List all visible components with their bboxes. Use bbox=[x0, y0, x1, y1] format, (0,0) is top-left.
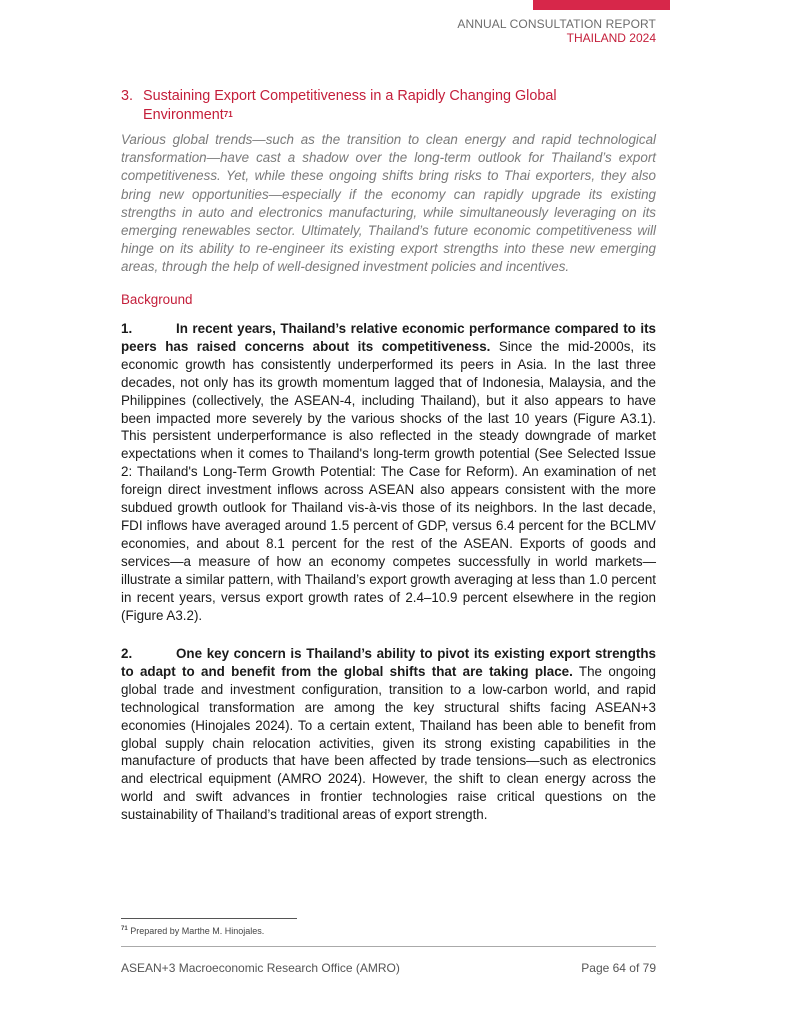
report-title: ANNUAL CONSULTATION REPORT bbox=[457, 17, 656, 31]
header-accent-bar bbox=[533, 0, 670, 10]
footnote-divider bbox=[121, 918, 297, 919]
footnote-ref[interactable]: 71 bbox=[223, 110, 233, 119]
paragraph-2 bbox=[121, 645, 656, 824]
paragraph-number: 1. bbox=[121, 321, 133, 336]
paragraph-body: Since the mid-2000s, its economic growth has consistently underperformed its peers in Asia. In the last three decades, not only has its growth momentum lagged that of Indonesia, Malaysia, and the Philippines (collectively, the ASEAN-4, including Thailand), but it also appears to have been impacted more severely by the various shocks of the last 10 years (Figure A3.1). This persistent underperformance is also reflected in the steady downgrade of market expectations when it comes to Thailand's long-term growth potential (See Selected Issue 2: Thailand's Long-Term Growth Potential: The Case for Reform). An examination of net foreign direct investment inflows across ASEAN also appears consistent with the more subdued growth outlook for Thailand vis-à-vis those of its neighbors. In the last decade, FDI inflows have averaged around 1.5 percent of GDP, versus 6.4 percent for the BCLMV economies, and about 8.1 percent for the rest of the ASEAN. Exports of goods and services—a measure of how an economy competes successfully in world markets—illustrate a similar pattern, with Thailand’s export growth averaging at less than 1.0 percent in recent years, versus export growth rates of 2.4–10.9 percent elsewhere in the region (Figure A3.2). bbox=[121, 338, 656, 623]
section-abstract: Various global trends—such as the transition to clean energy and rapid technological transformation—have cast a shadow over the long-term outlook for Thailand’s export competitiveness. Yet, while these ongoing shifts bring risks to Thai exporters, they also bring new opportunities—especially if the economy can rapidly upgrade its existing strengths in auto and electronics manufacturing, while simultaneously leveraging on its emerging renewables sector. Ultimately, Thailand’s future economic competitiveness will hinge on its ability to re-engineer its existing export strengths into these new emerging areas, through the help of well-designed investment policies and incentives. bbox=[121, 132, 656, 275]
footnote-number: 71 bbox=[121, 926, 128, 932]
subheading-background: Background bbox=[121, 292, 193, 307]
paragraph-number: 2. bbox=[121, 646, 133, 661]
section-number: 3. bbox=[121, 88, 134, 104]
paragraph-body: The ongoing global trade and investment configuration, transition to a low-carbon world, and rapid technological transformation are among the key structural shifts facing ASEAN+3 economies (Hinojales 2024). To a certain extent, Thailand has been able to benefit from global supply chain relocation activities, given its strong existing capabilities in the manufacture of products that have been affected by trade tensions—such as electronics and electrical equipment (AMRO 2024). However, the shift to clean energy across the world and swift advances in frontier technologies raise critical questions on the sustainability of Thailand’s traditional areas of export strength. bbox=[121, 663, 656, 823]
country-year: THAILAND 2024 bbox=[566, 31, 656, 45]
section-title-text: Sustaining Export Competitiveness in a Rapidly Changing Global Environment bbox=[143, 88, 557, 123]
paragraph-lead: One key concern is Thailand’s ability to pivot its existing export strengths to adapt to and benefit from the global shifts that are taking place. bbox=[121, 646, 656, 679]
paragraph-1 bbox=[121, 320, 656, 624]
footnote-text: Prepared by Marthe M. Hinojales. bbox=[127, 926, 265, 936]
paragraph-lead: In recent years, Thailand’s relative economic performance compared to its peers has raised concerns about its competitiveness. bbox=[121, 321, 656, 354]
section-title bbox=[121, 87, 601, 125]
page-number: Page 64 of 79 bbox=[581, 961, 656, 975]
footer-organization: ASEAN+3 Macroeconomic Research Office (AMRO) bbox=[121, 961, 400, 975]
footer-divider bbox=[121, 946, 656, 947]
footnote bbox=[121, 926, 264, 936]
